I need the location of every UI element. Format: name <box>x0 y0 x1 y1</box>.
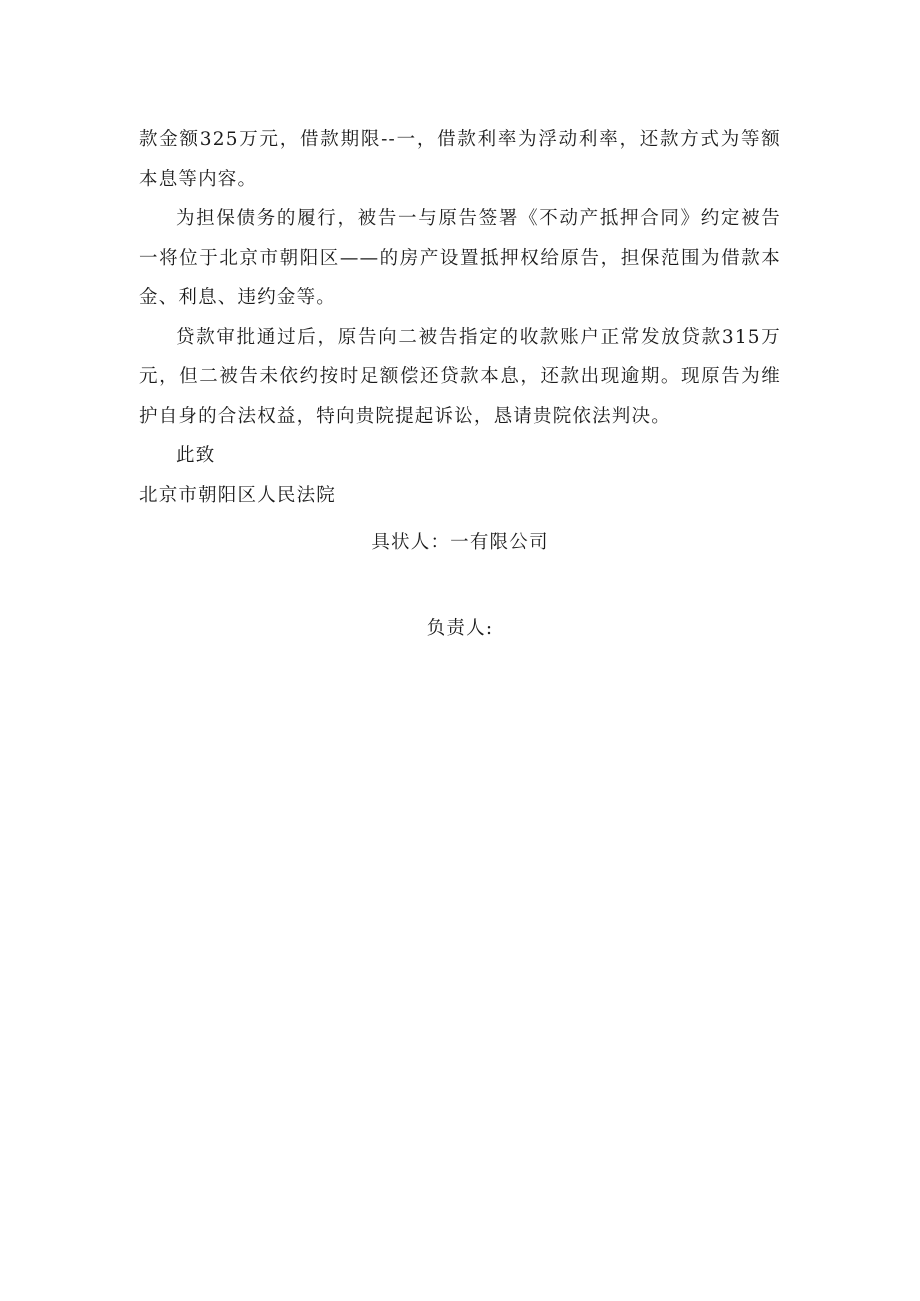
paragraph-claim: 贷款审批通过后，原告向二被告指定的收款账户正常发放贷款315万元，但二被告未依约按时足额偿还贷款本息，还款出现逾期。现原告为维护自身的合法权益，特向贵院提起诉讼，恳请贵院依法判决。 <box>139 326 781 427</box>
paragraph-mortgage: 为担保债务的履行，被告一与原告签署《不动产抵押合同》约定被告一将位于北京市朝阳区——的房产设置抵押权给原告，担保范围为借款本金、利息、违约金等。 <box>139 208 781 308</box>
responsible-person-label: 负责人: <box>426 618 494 639</box>
complaint-body <box>139 120 781 515</box>
paragraph-loan-terms: 款金额325万元，借款期限--一，借款利率为浮动利率，还款方式为等额本息等内容。 <box>139 129 781 190</box>
court-name: 北京市朝阳区人民法院 <box>139 484 337 506</box>
applicant-signature: 具状人：一有限公司 <box>371 532 549 553</box>
salutation: 此致 <box>176 445 216 466</box>
